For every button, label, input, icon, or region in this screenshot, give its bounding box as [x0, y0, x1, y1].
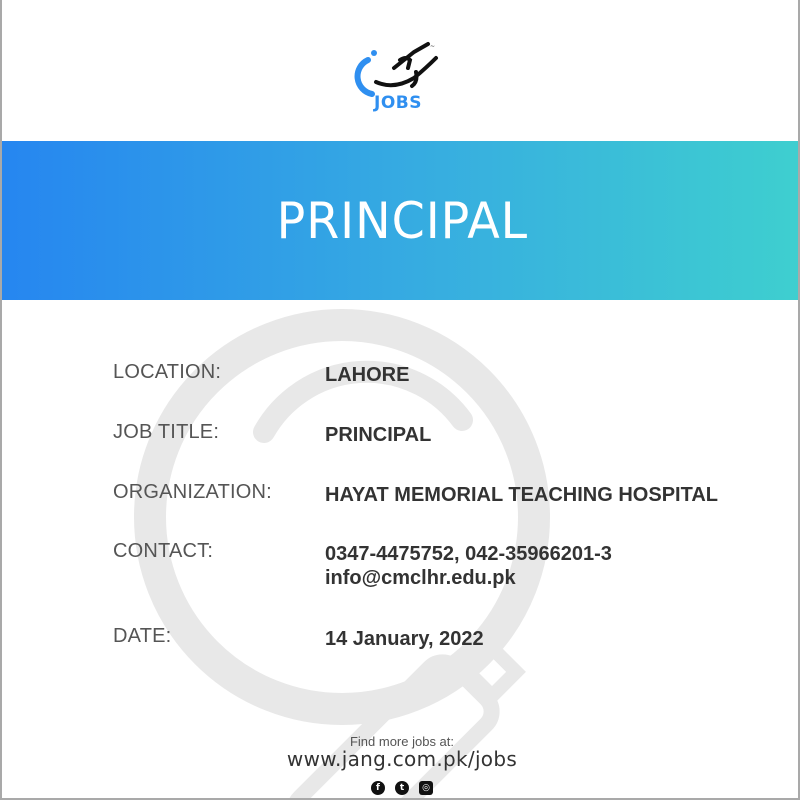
logo-jobs-text: JOBS	[374, 93, 422, 113]
twitter-icon[interactable]: t	[395, 781, 409, 795]
organization-label: ORGANIZATION:	[113, 481, 272, 503]
date-value: 14 January, 2022	[325, 628, 484, 650]
footer-caption: Find more jobs at:	[349, 734, 455, 749]
location-label: LOCATION:	[113, 361, 222, 383]
contact-phone: 0347-4475752, 042-35966201-3	[325, 543, 612, 565]
social-links	[371, 781, 433, 795]
job-details	[2, 0, 800, 800]
page-title: PRINCIPAL	[276, 191, 528, 250]
organization-value: HAYAT MEMORIAL TEACHING HOSPITAL	[325, 484, 718, 506]
date-label: DATE:	[113, 625, 172, 647]
contact-email[interactable]: info@cmclhr.edu.pk	[325, 567, 516, 589]
facebook-icon[interactable]: f	[371, 781, 385, 795]
contact-label: CONTACT:	[113, 540, 214, 562]
location-value: LAHORE	[325, 364, 410, 386]
job-title-value: PRINCIPAL	[325, 424, 432, 446]
job-title-label: JOB TITLE:	[113, 421, 220, 443]
contact-value	[325, 542, 612, 590]
instagram-icon[interactable]: ◎	[419, 781, 433, 795]
svg-text:~: ~	[430, 43, 436, 50]
footer-url-link[interactable]: www.jang.com.pk/jobs	[286, 747, 518, 771]
